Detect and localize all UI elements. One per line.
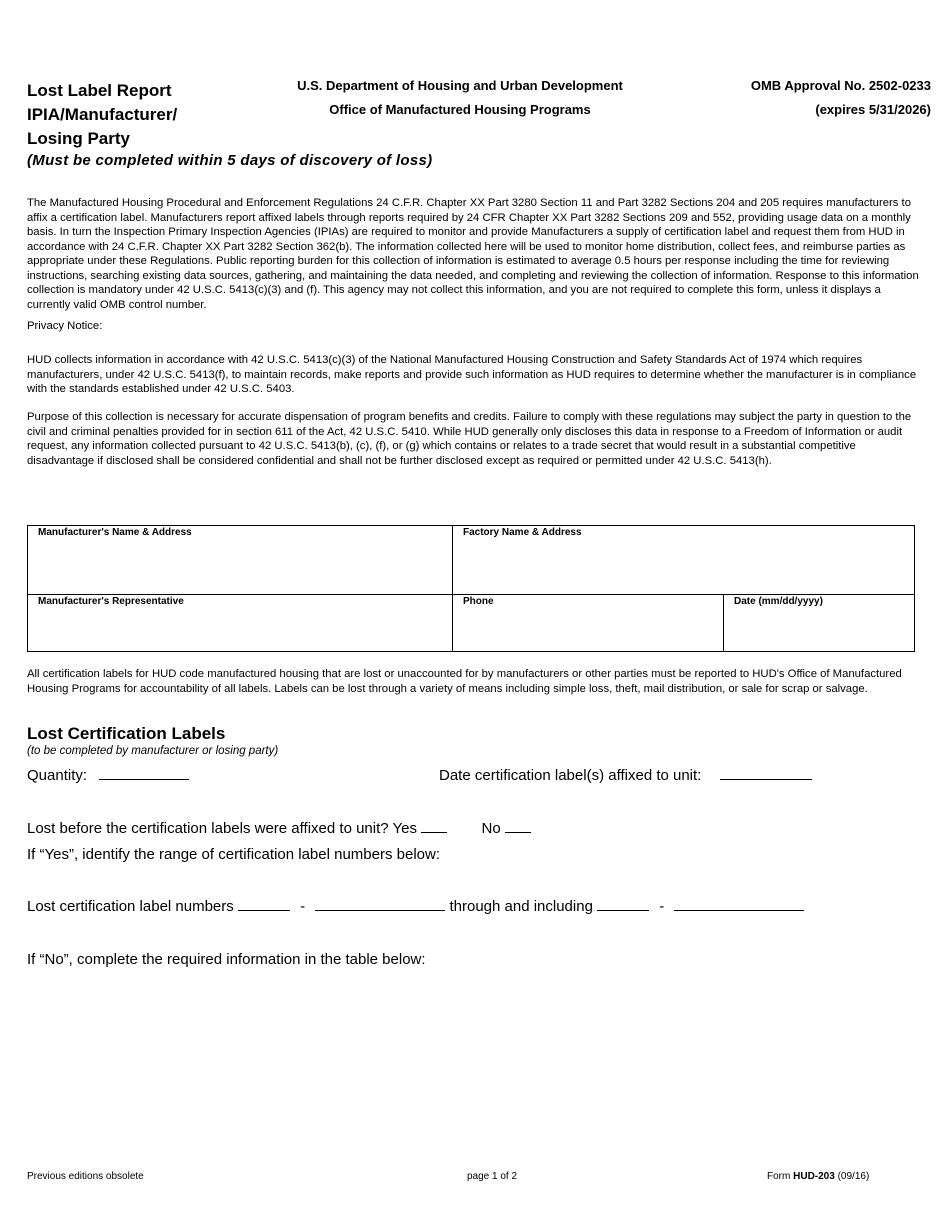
footer-form-number bbox=[767, 1171, 869, 1182]
through-label: through and including bbox=[449, 898, 593, 915]
lost-labels-statement: All certification labels for HUD code manufactured housing that are lost or unaccounted for by manufacturers or other parties must be reported to HUD's Office of Manufactured Housing Programs for accountability of all labels. Labels can be lost through a variety of means including simple loss, theft, mail distribution, or sale for scrap or salvage. bbox=[27, 668, 902, 695]
yes-input-line[interactable] bbox=[421, 830, 447, 833]
manufacturer-representative-label: Manufacturer's Representative bbox=[38, 596, 184, 607]
range-end-dash: - bbox=[659, 898, 665, 915]
phone-field[interactable] bbox=[453, 595, 724, 652]
if-no-instruction: If “No”, complete the required information in the table below: bbox=[27, 951, 426, 968]
footer-page-number: page 1 of 2 bbox=[467, 1171, 518, 1182]
quantity-row bbox=[27, 767, 189, 784]
manufacturer-info-table bbox=[27, 525, 915, 652]
privacy-notice-text: HUD collects information in accordance with 42 U.S.C. 5413(c)(3) of the National Manufactured Housing Construction and Safety Standards Act of 1974 which requires manufacturers, under 42 U.S.C. 5413(f), to maintain records, make reports and provide such information as HUD requires to determine whether the manufacturer is in compliance with the standards established under 42 U.S.C. 5403. bbox=[27, 354, 917, 395]
footer-form-id: HUD-203 bbox=[793, 1171, 835, 1182]
privacy-notice-heading: Privacy Notice: bbox=[27, 320, 103, 332]
purpose-statement: Purpose of this collection is necessary for accurate dispensation of program benefits and credits. Failure to comply with these regulations may subject the party in question to the civil and criminal penalties provided for in section 611 of the Act, 42 U.S.C. 5410. While HUD generally only discloses this data in response to a Freedom of Information or audit request, any information collected pursuant to 42 U.S.C. 5413(b), (c), (f), or (g) which contains or relates to a trade secret that would result in a substantial competitive disadvantage if disclosed shall be considered confidential and shall not be further disclosed except as required or permitted under 42 U.S.C. 5413(h). bbox=[27, 411, 912, 467]
form-title bbox=[27, 79, 177, 151]
yes-label: Yes bbox=[392, 820, 417, 837]
form-subtitle: (Must be completed within 5 days of discovery of loss) bbox=[27, 152, 433, 169]
range-end-number-input[interactable] bbox=[674, 908, 804, 911]
form-title-line: Losing Party bbox=[27, 129, 130, 148]
date-label: Date (mm/dd/yyyy) bbox=[734, 596, 823, 607]
date-field[interactable] bbox=[724, 595, 915, 652]
agency-name: U.S. Department of Housing and Urban Development bbox=[297, 78, 623, 93]
lost-labels-section-subtitle: (to be completed by manufacturer or losing party) bbox=[27, 745, 279, 757]
lost-before-question: Lost before the certification labels were affixed to unit? bbox=[27, 820, 389, 837]
lost-before-row bbox=[27, 820, 531, 837]
office-name: Office of Manufactured Housing Programs bbox=[329, 102, 591, 117]
quantity-input-line[interactable] bbox=[99, 777, 189, 780]
manufacturer-name-address-field[interactable] bbox=[28, 526, 453, 595]
quantity-label: Quantity: bbox=[27, 767, 88, 784]
date-affixed-input-line[interactable] bbox=[720, 777, 812, 780]
phone-label: Phone bbox=[463, 596, 494, 607]
date-affixed-row bbox=[439, 767, 812, 784]
burden-statement: The Manufactured Housing Procedural and Enforcement Regulations 24 C.F.R. Chapter XX Part 3280 Section 11 and Part 3282 Sections 204 and 205 requires manufacturers to affix a certification label. Manufacturers report affixed labels through reports required by 24 CFR Chapter XX Part 3282 Sections 209 and 552, providing usage data on a monthly basis. In turn the Inspection Primary Inspection Agencies (IPIAs) are required to monitor and provide Manufacturers a supply of certification label and request them from HUD in accordance with 24 C.F.R. Chapter XX Part 3282 Section 362(b). The information collected here will be used to monitor home distribution, collect fees, and reimburse parties as appropriate under these Regulations. Public reporting burden for this collection of information is estimated to average 0.5 hours per response including the time for reviewing instructions, searching existing data sources, gathering, and maintaining the data needed, and completing and reviewing the collection of information. Response to this information collection is mandatory under 42 U.S.C. 5413(c)(3) and (f). This agency may not collect this information, and you are not required to complete this form, unless it displays a currently valid OMB control number. bbox=[27, 197, 919, 311]
range-start-number-input[interactable] bbox=[315, 908, 445, 911]
form-title-line: IPIA/Manufacturer/ bbox=[27, 105, 178, 124]
no-label: No bbox=[481, 820, 501, 837]
lost-labels-section-title: Lost Certification Labels bbox=[27, 724, 226, 743]
factory-name-address-field[interactable] bbox=[453, 526, 915, 595]
omb-expiration: (expires 5/31/2026) bbox=[815, 102, 931, 117]
range-end-prefix-input[interactable] bbox=[597, 908, 649, 911]
form-title-line: Lost Label Report bbox=[27, 81, 172, 100]
range-start-dash: - bbox=[300, 898, 306, 915]
manufacturer-name-address-label: Manufacturer's Name & Address bbox=[38, 527, 192, 538]
omb-approval-number: OMB Approval No. 2502-0233 bbox=[750, 78, 931, 93]
footer-form-prefix: Form bbox=[767, 1171, 791, 1182]
range-start-prefix-input[interactable] bbox=[238, 908, 290, 911]
footer-editions-note: Previous editions obsolete bbox=[27, 1171, 144, 1182]
label-numbers-label: Lost certification label numbers bbox=[27, 898, 234, 915]
manufacturer-representative-field[interactable] bbox=[28, 595, 453, 652]
date-affixed-label: Date certification label(s) affixed to unit: bbox=[439, 767, 702, 784]
no-input-line[interactable] bbox=[505, 830, 531, 833]
if-yes-instruction: If “Yes”, identify the range of certification label numbers below: bbox=[27, 846, 440, 863]
factory-name-address-label: Factory Name & Address bbox=[463, 527, 582, 538]
label-range-row bbox=[27, 898, 804, 915]
footer-form-version: (09/16) bbox=[837, 1171, 870, 1182]
